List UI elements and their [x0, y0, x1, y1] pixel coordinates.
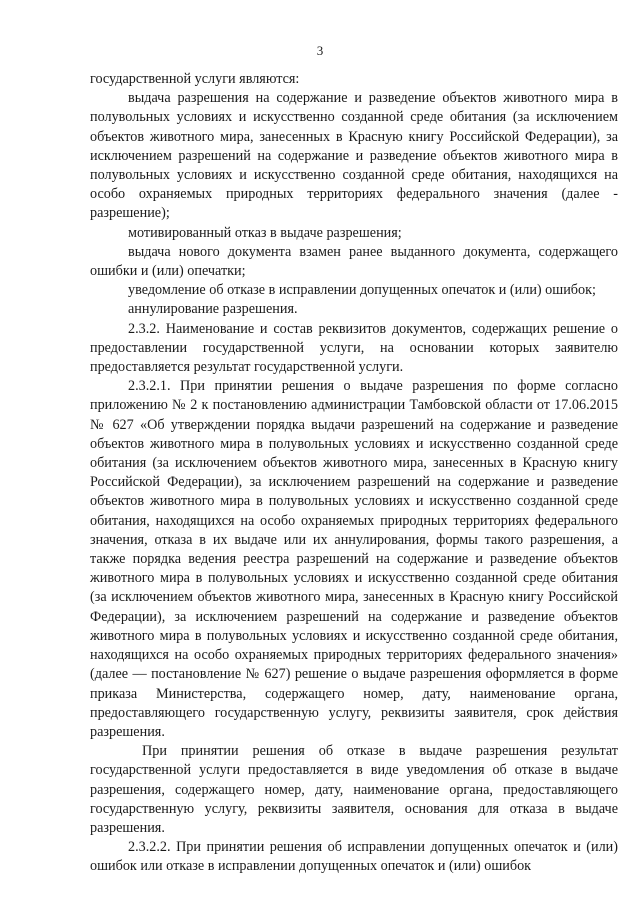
- paragraph-8: 2.3.2.1. При принятии решения о выдаче разрешения по форме согласно приложению № 2 к постановлению администрации Тамбовской области от 17.06.2015 № 627 «Об утверждении порядка выдачи разрешений на содержание и разведение объектов животного мира в полувольных условиях и искусственно созданной среде обитания (за исключением объектов животного мира, занесенных в Красную книгу Российской Федерации), за исключением разрешений на содержание и разведение объектов животного мира в полувольных условиях и искусственно созданной среде обитания, находящихся на особо охраняемых природных территориях федерального значения, отказа в их выдаче или их аннулирования, формы такого разрешения, а также порядка ведения реестра разрешений на содержание и разведение объектов животного мира в полувольных условиях и искусственно созданной среде обитания (за исключением объектов животного мира, занесенных в Красную книгу Российской Федерации), за исключением разрешений на содержание и разведение объектов животного мира в полувольных условиях и искусственно созданной среде обитания, находящихся на особо охраняемых природных территориях федерального значения» (далее — постановление № 627) решение о выдаче разрешения оформляется в форме приказа Министерства, содержащего номер, дату, наименование органа, предоставляющего государственную услугу, реквизиты заявителя, срок действия разрешения.: [90, 378, 618, 740]
- paragraph-1: государственной услуги являются:: [90, 71, 300, 87]
- document-body: [90, 70, 618, 877]
- paragraph-4: выдача нового документа взамен ранее выданного документа, содержащего ошибки и (или) опечатки;: [90, 243, 618, 280]
- paragraph-6: аннулирование разрешения.: [128, 301, 298, 318]
- paragraph-3: мотивированный отказ в выдаче разрешения;: [128, 224, 402, 241]
- page-number: 3: [316, 43, 324, 58]
- paragraph-2: выдача разрешения на содержание и разведение объектов животного мира в полувольных условиях и искусственно созданной среде обитания (за исключением объектов животного мира, занесенных в Красную книгу Российской Федерации), за исключением разрешений на содержание и разведение объектов животного мира в полувольных условиях и искусственно созданной среде обитания, находящихся на особо охраняемых природных территориях федерального значения (далее - разрешение);: [90, 90, 618, 222]
- paragraph-7: 2.3.2. Наименование и состав реквизитов документов, содержащих решение о предоставлении государственной услуги, на основании которых заявителю предоставляется результат государственной услуги.: [90, 320, 618, 376]
- paragraph-10: 2.3.2.2. При принятии решения об исправлении допущенных опечаток и (или) ошибок или отказе в исправлении допущенных опечаток и (или) ошибок: [90, 839, 618, 875]
- paragraph-5: уведомление об отказе в исправлении допущенных опечаток и (или) ошибок;: [128, 282, 596, 299]
- paragraph-9: При принятии решения об отказе в выдаче разрешения результат государственной услуги предоставляется в виде уведомления об отказе в выдаче разрешения, содержащего номер, дату, наименование органа, предоставляющего государственную услугу, реквизиты заявителя, основания для отказа в выдаче разрешения.: [90, 743, 618, 836]
